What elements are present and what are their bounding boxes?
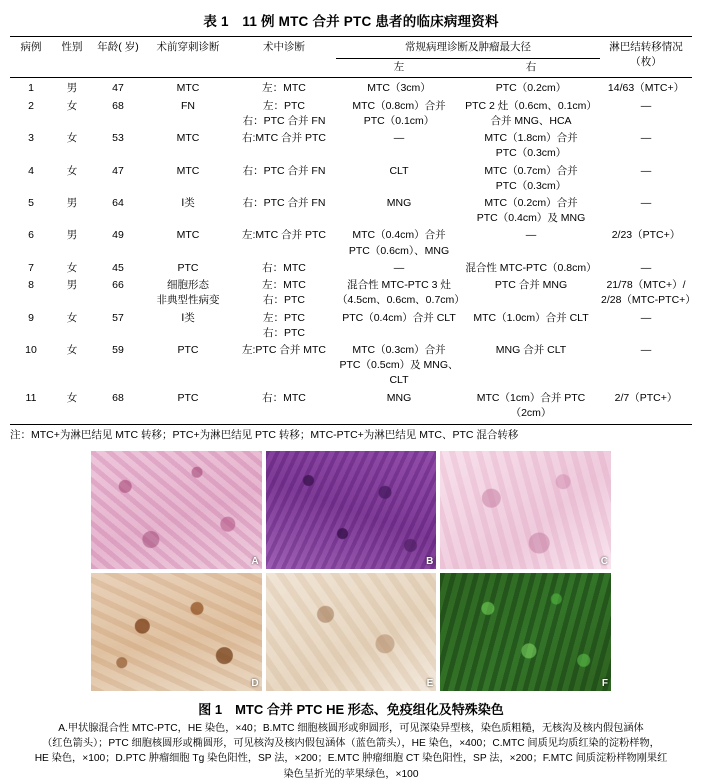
micrograph-panel (91, 573, 262, 691)
cell-age: 68 (112, 99, 124, 112)
table-row (10, 260, 692, 277)
cell-age: 66 (112, 279, 124, 292)
cell-intraop: 左:PTC 合并 MTC (242, 343, 326, 356)
cell-preop: MTC (176, 164, 200, 177)
cell-left: 混合性 MTC-PTC 3 灶 （4.5cm、0.6cm、0.7cm） (337, 279, 465, 307)
cell-case: 5 (28, 196, 34, 209)
figure-title: 图 1 MTC 合并 PTC HE 形态、免疫组化及特殊染色 (198, 701, 504, 717)
panel-label: F (601, 677, 608, 689)
micrograph-panel (440, 573, 611, 691)
cell-intraop: 左:MTC 合并 PTC (242, 229, 326, 242)
clinical-pathology-table (10, 36, 696, 425)
cell-sex: 女 (66, 343, 78, 356)
cell-sex: 男 (66, 82, 78, 95)
figure-caption-line: HE 染色，×100；D.PTC 肿瘤细胞 Tg 染色阳性，SP 法，×200；E.MTC 肿瘤细胞 CT 染色阳性，SP 法，×200；F.MTC 间质淀粉样物刚果红 (34, 753, 668, 765)
cell-preop: PTC (144, 390, 232, 425)
figure-caption-line: A.甲状腺混合性 MTC-PTC，HE 染色，×40；B.MTC 细胞核圆形或卵圆形，可见深染异型核，染色质粗糙，无核沟及核内假包涵体 (58, 722, 644, 734)
cell-left: MTC（0.3cm）合并 PTC（0.5cm）及 MNG、CLT (339, 343, 459, 387)
cell-lymph: 14/63（MTC+） (607, 82, 685, 95)
table-row (10, 342, 692, 390)
panel-label: A (251, 555, 259, 567)
table-row (10, 98, 692, 130)
cell-lymph: — (640, 196, 652, 209)
cell-age: 45 (112, 261, 124, 274)
cell-right: MNG 合并 CLT (495, 343, 567, 356)
cell-preop: MTC (176, 132, 200, 145)
cell-case: 7 (28, 261, 34, 274)
th-case: 病例 (10, 37, 52, 78)
cell-right: MTC（1.8cm）合并 PTC（0.3cm） (484, 132, 578, 160)
cell-left: — (393, 132, 405, 145)
micrograph-panel (440, 451, 611, 569)
th-age: 年龄( 岁) (92, 37, 144, 78)
cell-left: MNG (386, 196, 412, 209)
panel-label: B (426, 555, 434, 567)
table-row (10, 195, 692, 227)
cell-case: 10 (25, 343, 37, 356)
cell-right: MTC（0.7cm）合并 PTC（0.3cm） (484, 164, 578, 192)
cell-preop: FN (181, 99, 195, 112)
th-pathology-group: 常规病理诊断及肿瘤最大径 (336, 37, 600, 59)
figure-block (10, 451, 692, 782)
cell-preop: MTC (176, 82, 200, 95)
micrograph-panel (266, 451, 437, 569)
cell-age: 57 (112, 311, 124, 324)
cell-lymph: 21/78（MTC+）/ 2/28（MTC-PTC+） (601, 279, 696, 307)
cell-right: MTC（0.2cm）合并 PTC（0.4cm）及 MNG (476, 196, 586, 225)
cell-lymph: 2/7（PTC+） (600, 390, 692, 425)
table-row (10, 227, 692, 259)
cell-right: MTC（1.0cm）合并 CLT (473, 311, 589, 324)
cell-lymph: — (640, 311, 652, 324)
cell-case: 3 (28, 132, 34, 145)
cell-sex: 男 (66, 229, 78, 242)
cell-intraop: 右：MTC (262, 261, 306, 274)
cell-preop: Ⅰ类 (181, 196, 195, 209)
cell-lymph: — (640, 164, 652, 177)
cell-right: PTC 2 灶（0.6cm、0.1cm） 合并 MNG、HCA (465, 99, 597, 127)
cell-right: — (525, 229, 537, 242)
panel-label: C (600, 555, 608, 567)
cell-case: 1 (28, 82, 34, 95)
panel-label: E (426, 677, 434, 689)
cell-lymph: — (640, 261, 652, 274)
th-intraop-diagnosis: 术中诊断 (232, 37, 336, 78)
cell-sex: 女 (66, 311, 78, 324)
cell-case: 6 (28, 229, 34, 242)
table-row (10, 310, 692, 342)
cell-sex: 女 (66, 164, 78, 177)
cell-preop: PTC (177, 261, 199, 274)
cell-case: 9 (28, 311, 34, 324)
cell-right: 混合性 MTC-PTC（0.8cm） (465, 261, 597, 274)
cell-lymph: — (640, 343, 652, 356)
th-sex: 性别 (52, 37, 92, 78)
th-left: 左 (336, 59, 462, 78)
cell-sex: 女 (52, 390, 92, 425)
panel-label: D (251, 677, 259, 689)
cell-preop: 细胞形态 非典型性病变 (156, 279, 220, 307)
table-title: 表 1 11 例 MTC 合并 PTC 患者的临床病理资料 (203, 14, 499, 29)
cell-age: 64 (112, 196, 124, 209)
th-right: 右 (462, 59, 600, 78)
cell-preop: PTC (177, 343, 199, 356)
cell-intraop: 右：MTC (232, 390, 336, 425)
cell-case: 11 (10, 390, 52, 425)
figure-caption (32, 721, 670, 782)
cell-case: 4 (28, 164, 34, 177)
cell-left: MTC（0.4cm）合并 PTC（0.6cm）、MNG (348, 229, 450, 257)
cell-left: PTC（0.4cm）合并 CLT (342, 311, 456, 324)
cell-left: MNG (336, 390, 462, 425)
cell-intraop: 左：PTC 右：PTC (263, 311, 305, 339)
cell-right: PTC（0.2cm） (495, 82, 567, 95)
table-body (10, 78, 696, 425)
cell-lymph: — (640, 99, 652, 112)
th-lymph-node: 淋巴结转移情况（枚） (600, 37, 692, 78)
figure-caption-line: （红色箭头）；PTC 细胞核圆形或椭圆形，可见核沟及核内假包涵体（蓝色箭头），HE 染色，×400；C.MTC 间质见均质红染的淀粉样物， (42, 738, 660, 750)
table-row (10, 163, 692, 195)
cell-lymph: — (640, 132, 652, 145)
cell-age: 68 (92, 390, 144, 425)
cell-left: MTC（0.8cm）合并 PTC（0.1cm） (352, 99, 446, 127)
cell-preop: MTC (176, 229, 200, 242)
cell-sex: 女 (66, 99, 78, 112)
cell-intraop: 左：MTC (262, 82, 306, 95)
cell-sex: 女 (66, 261, 78, 274)
cell-age: 47 (112, 164, 124, 177)
table-row (10, 78, 692, 98)
cell-left: CLT (389, 164, 409, 177)
cell-intraop: 右：PTC 合并 FN (242, 196, 326, 209)
micrograph-grid (91, 451, 611, 691)
cell-age: 53 (112, 132, 124, 145)
micrograph-panel (266, 573, 437, 691)
micrograph-panel (91, 451, 262, 569)
table-row (10, 130, 692, 162)
table-row (10, 390, 692, 425)
cell-sex: 男 (66, 196, 78, 209)
cell-intraop: 右:MTC 合并 PTC (242, 132, 326, 145)
cell-intraop: 左：PTC 右：PTC 合并 FN (242, 99, 326, 127)
cell-sex: 女 (66, 132, 78, 145)
table-note: 注：MTC+为淋巴结见 MTC 转移；PTC+为淋巴结见 PTC 转移；MTC-PTC+为淋巴结见 MTC、PTC 混合转移 (10, 429, 519, 442)
cell-preop: Ⅰ类 (181, 311, 195, 324)
cell-left: MTC（3cm） (367, 82, 431, 95)
cell-case: 8 (28, 279, 34, 292)
cell-right: MTC（1cm）合并 PTC（2cm） (462, 390, 600, 425)
table-head (10, 37, 692, 78)
figure-caption-line: 染色呈折光的苹果绿色，×100 (283, 768, 419, 780)
cell-right: PTC 合并 MNG (494, 279, 568, 292)
cell-intraop: 左：MTC 右：PTC (262, 279, 306, 307)
th-preop-diagnosis: 术前穿刺诊断 (144, 37, 232, 78)
cell-age: 47 (112, 82, 124, 95)
cell-age: 49 (112, 229, 124, 242)
cell-sex: 男 (66, 279, 78, 292)
cell-left: — (393, 261, 405, 274)
cell-age: 59 (112, 343, 124, 356)
cell-intraop: 右：PTC 合并 FN (242, 164, 326, 177)
cell-lymph: 2/23（PTC+） (611, 229, 681, 242)
table-row (10, 277, 692, 309)
cell-case: 2 (28, 99, 34, 112)
